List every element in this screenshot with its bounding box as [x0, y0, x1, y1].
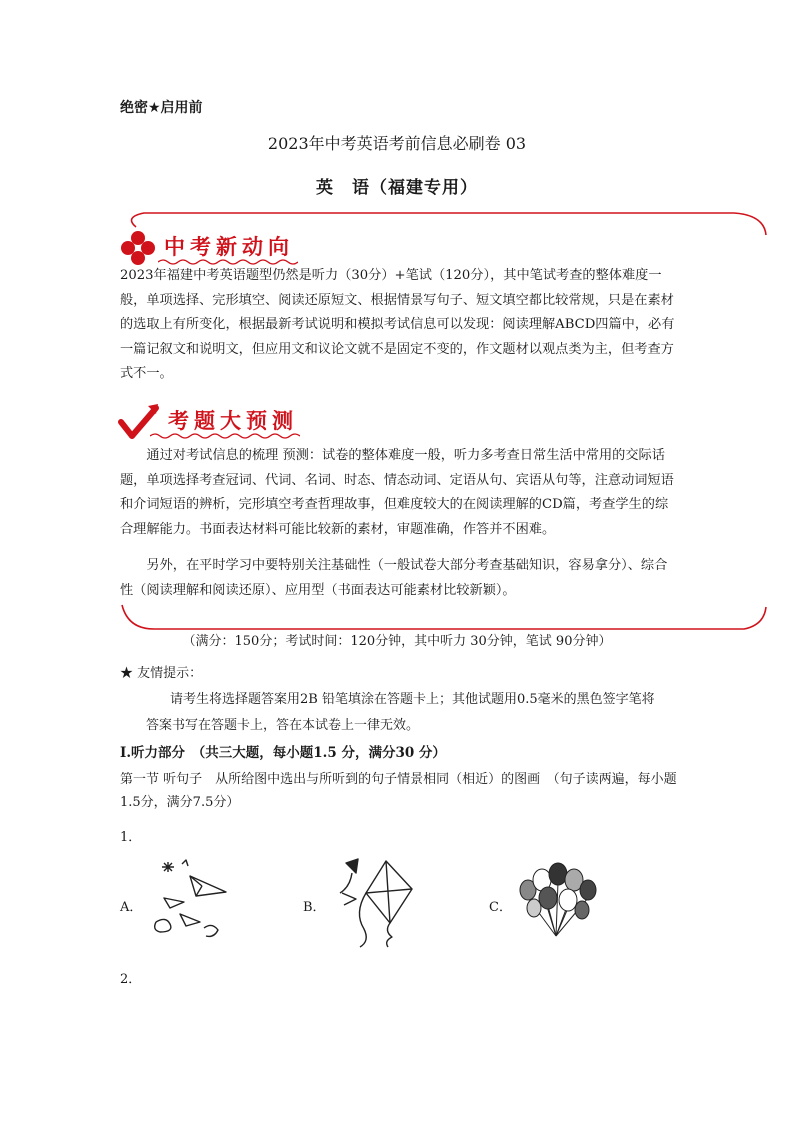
listening-part-title: I.听力部分 （共三大题，每小题1.5 分，满分30 分）: [120, 745, 446, 761]
trend-paragraph: 2023年福建中考英语题型仍然是听力（30分）+笔试（120分），其中笔试考查的整体难度一般，单项选择、完形填空、阅读还原短文、根据情景写句子、短文填空都比较常规，只是在素材的选取上有所变化，根据最新考试说明和模拟考试信息可以发现：阅读理解ABCD四篇中，必有一篇记叙文和说明文，但应用文和议论文就不是固定不变的，作文题材以观点类为主，但考查方式不一。: [120, 268, 675, 382]
question-number-2: 2．: [120, 972, 142, 987]
kite-image: [334, 853, 414, 949]
tips-heading: ★ 友情提示：: [120, 666, 203, 681]
wavy-underline: [150, 432, 300, 440]
listening-section-1: 第一节 听句子 从所给图中选出与所听到的句子情景相同（相近）的图画 （句子读两遍，每小题 1.5分，满分7.5分）: [120, 772, 677, 810]
predict-paragraph-2: 另外，在平时学习中要特别关注基础性（一般试卷大部分考查基础知识，容易拿分）、综合性（阅读理解和阅读还原）、应用型（书面表达可能素材比较新颖）。: [120, 558, 668, 598]
section-title-predict: 考题大预测: [168, 409, 298, 433]
option-b-label: B．: [303, 900, 326, 915]
tips-line-2: 答案书写在答题卡上，答在本试卷上一律无效。: [146, 718, 420, 733]
option-a-label: A．: [120, 900, 143, 915]
predict-paragraph-1: 通过对考试信息的梳理 预测：试卷的整体难度一般，听力多考查日常生活中常用的交际话题，单项选择考查冠词、代词、名词、时态、情态动词、定语从句、宾语从句等，注意动词短语和介词短语的辨析，完形填空考查哲理故事，但难度较大的在阅读理解的CD篇，考查学生的综合理解能力。书面表达材料可能比较新的素材，审题准确，作答并不困难。: [120, 448, 674, 537]
paper-title: 2023年中考英语考前信息必刷卷 03: [267, 134, 527, 153]
option-c-label: C．: [489, 900, 512, 915]
paper-planes-image: [150, 858, 230, 942]
tips-line-1: 请考生将选择题答案用2B 铅笔填涂在答题卡上；其他试题用0.5毫米的黑色签字笔将: [170, 692, 655, 707]
flower-icon: [118, 228, 158, 268]
question-number-1: 1．: [120, 830, 142, 845]
section-title-trend: 中考新动向: [164, 235, 294, 259]
exam-info: （满分：150分；考试时间：120分钟，其中听力 30分钟，笔试 90分钟）: [182, 634, 612, 649]
paper-subtitle: 英 语（福建专用）: [316, 178, 478, 198]
balloons-image: [518, 862, 598, 942]
confidential-label: 绝密★启用前: [120, 100, 203, 116]
